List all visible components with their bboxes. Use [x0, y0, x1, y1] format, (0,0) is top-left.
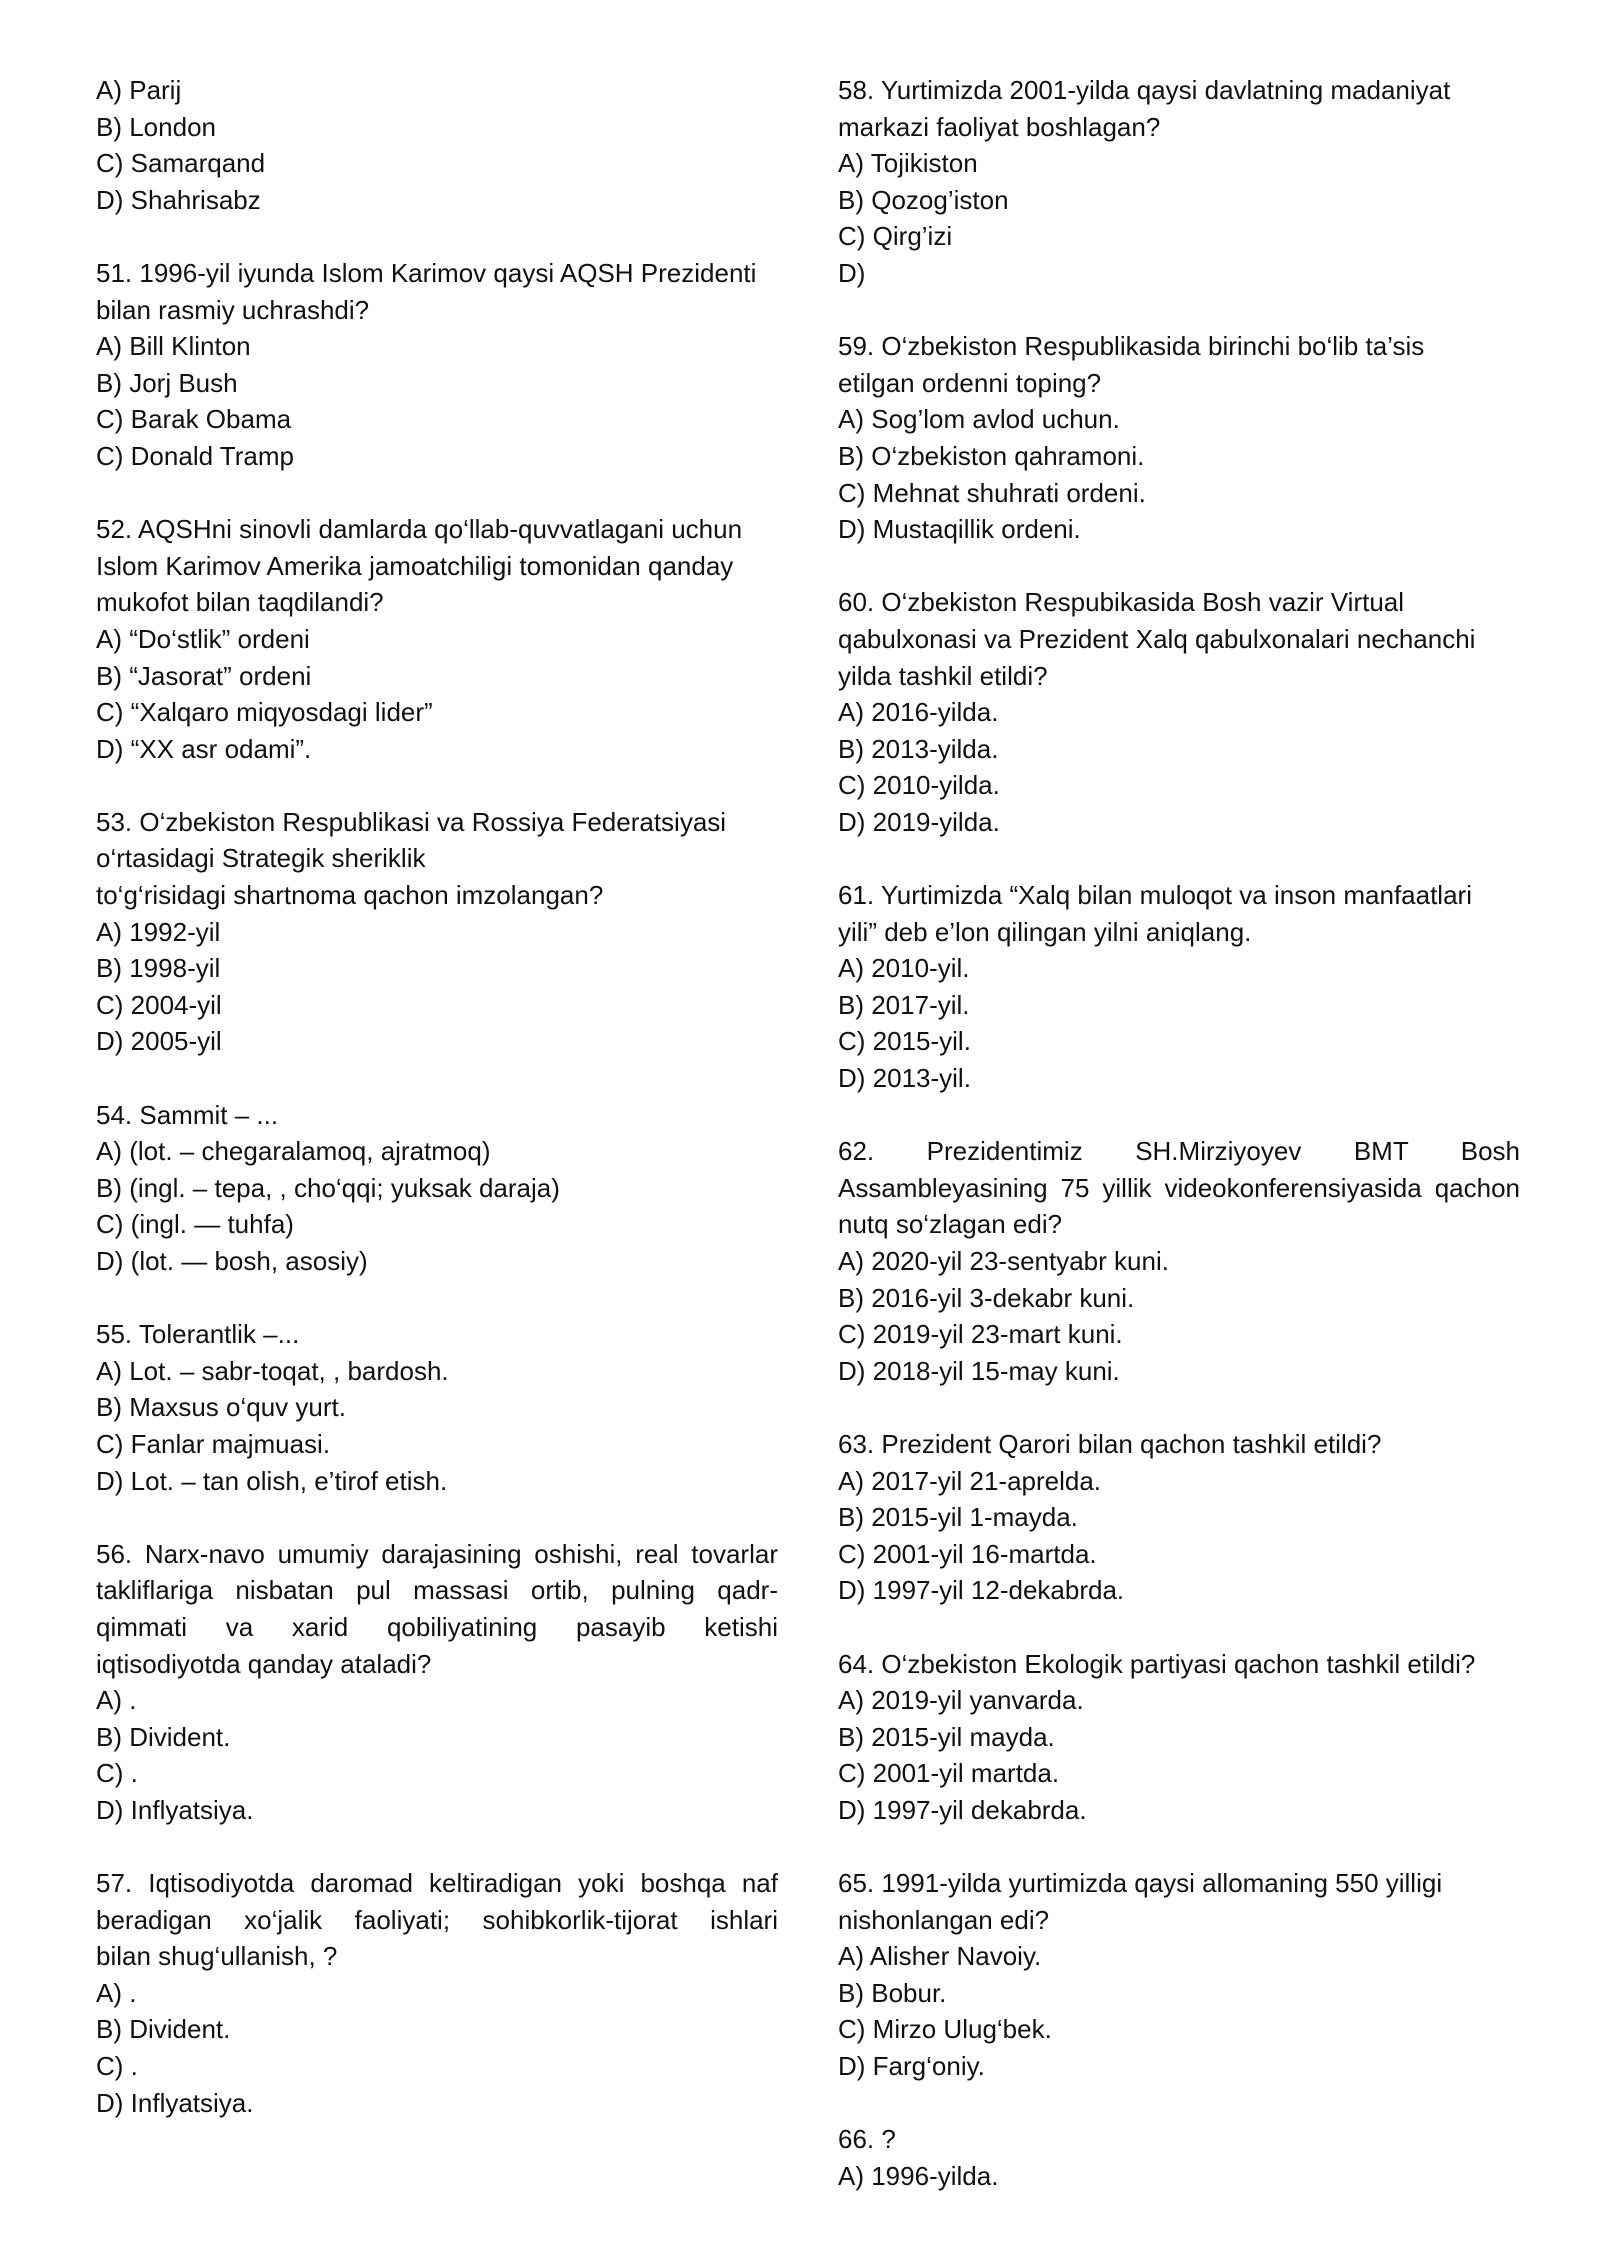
question-text: [96, 1865, 778, 1975]
answer-option: A) “Do‘stlik” ordeni: [96, 623, 310, 654]
answer-option: A) (lot. – chegaralamoq, ajratmoq): [96, 1136, 491, 1167]
question-text-line: 64. O‘zbekiston Ekologik partiyasi qachon tashkil etildi?: [838, 1648, 1476, 1679]
question-text: [96, 1316, 778, 1353]
answer-option: D) Inflyatsiya.: [96, 1794, 254, 1825]
answer-option: D) 2005-yil: [96, 1026, 222, 1057]
question-text-line: 53. O‘zbekiston Respublikasi va Rossiya Federatsiyasi: [96, 806, 727, 837]
answer-option: B) London: [96, 111, 216, 142]
question-text-line: iqtisodiyotda qanday ataladi?: [96, 1648, 432, 1679]
answer-option: B) 2016-yil 3-dekabr kuni.: [838, 1282, 1135, 1313]
answer-option: D) 2013-yil.: [838, 1063, 971, 1094]
answer-option: C) 2010-yilda.: [838, 770, 1000, 801]
answer-option: B) 2017-yil.: [838, 989, 970, 1020]
answer-option: A) 1992-yil: [96, 916, 221, 947]
answer-option: C) Samarqand: [96, 148, 266, 179]
question-60: [838, 584, 1520, 840]
answer-option: C) Donald Tramp: [96, 440, 294, 471]
answer-option: C) 2004-yil: [96, 989, 222, 1020]
question-text-line: yilda tashkil etildi?: [838, 660, 1048, 691]
question-text-line: bilan shug‘ullanish, ?: [96, 1941, 338, 1972]
answer-option: C) 2019-yil 23-mart kuni.: [838, 1319, 1123, 1350]
question-text: [838, 72, 1520, 145]
question-58: [838, 72, 1520, 292]
question-text-line: Assambleyasining 75 yillik videokonferensiyasida qachon: [838, 1172, 1520, 1203]
question-text-line: Islom Karimov Amerika jamoatchiligi tomonidan qanday: [96, 550, 734, 581]
question-text-line: 60. O‘zbekiston Respubikasida Bosh vazir Virtual: [838, 587, 1405, 618]
answer-option: D) Inflyatsiya.: [96, 2087, 254, 2118]
answer-option: B) Bobur.: [838, 1977, 947, 2008]
question-57: [96, 1865, 778, 2121]
right-column: [838, 72, 1520, 2262]
question-text-line: o‘rtasidagi Strategik sheriklik: [96, 843, 426, 874]
question-text: [838, 1646, 1520, 1683]
question-text: [96, 255, 778, 328]
question-text-line: to‘g‘risidagi shartnoma qachon imzolangan?: [96, 880, 604, 911]
question-text-line: mukofot bilan taqdilandi?: [96, 587, 384, 618]
question-text: [838, 1426, 1520, 1463]
question-text-line: 65. 1991-yilda yurtimizda qaysi allomaning 550 yilligi: [838, 1868, 1443, 1899]
answer-option: B) O‘zbekiston qahramoni.: [838, 440, 1145, 471]
question-text-line: markazi faoliyat boshlagan?: [838, 111, 1161, 142]
question-text-line: 66. ?: [838, 2124, 896, 2155]
question-text-line: 52. AQSHni sinovli damlarda qo‘llab-quvvatlagani uchun: [96, 514, 743, 545]
question-text-line: bilan rasmiy uchrashdi?: [96, 294, 370, 325]
question-text-line: 61. Yurtimizda “Xalq bilan muloqot va inson manfaatlari: [838, 880, 1472, 911]
question-51: [96, 255, 778, 475]
answer-option: A) 2017-yil 21-aprelda.: [838, 1465, 1102, 1496]
answer-option: D) 2019-yilda.: [838, 806, 1000, 837]
answer-option: A) Lot. – sabr-toqat, , bardosh.: [96, 1355, 449, 1386]
answer-option: C) 2015-yil.: [838, 1026, 971, 1057]
answer-option: C) “Xalqaro miqyosdagi lider”: [96, 697, 433, 728]
question-63: [838, 1426, 1520, 1609]
question-text-line: etilgan ordenni toping?: [838, 367, 1102, 398]
answer-option: A) Parij: [96, 75, 182, 105]
answer-option: C) Mehnat shuhrati ordeni.: [838, 477, 1146, 508]
answer-option: B) (ingl. – tepa, , cho‘qqi; yuksak daraja): [96, 1172, 560, 1203]
question-text: [96, 804, 778, 914]
question-text: [96, 511, 778, 621]
answer-option: A) Sog’lom avlod uchun.: [838, 404, 1120, 435]
question-text-line: qabulxonasi va Prezident Xalq qabulxonalari nechanchi: [838, 623, 1476, 654]
question-text-line: 58. Yurtimizda 2001-yilda qaysi davlatning madaniyat: [838, 75, 1451, 105]
question-text: [838, 877, 1520, 950]
answer-option: B) 1998-yil: [96, 953, 221, 984]
question-text-line: 62. Prezidentimiz SH.Mirziyoyev BMT Bosh: [838, 1136, 1520, 1167]
question-text-line: 59. O‘zbekiston Respublikasida birinchi bo‘lib ta’sis: [838, 331, 1425, 362]
answer-option: A) Alisher Navoiy.: [838, 1941, 1042, 1972]
answer-option: B) Maxsus o‘quv yurt.: [96, 1392, 346, 1423]
answer-option: D) Mustaqillik ordeni.: [838, 514, 1081, 545]
question-59: [838, 328, 1520, 548]
answer-option: A) 2019-yil yanvarda.: [838, 1685, 1084, 1716]
question-52: [96, 511, 778, 767]
answer-option: C) Fanlar majmuasi.: [96, 1428, 331, 1459]
answer-option: C) Mirzo Ulug‘bek.: [838, 2014, 1052, 2045]
question-text-line: nutq so‘zlagan edi?: [838, 1209, 1063, 1240]
answer-option: D) 1997-yil dekabrda.: [838, 1794, 1087, 1825]
question-continuation: [96, 72, 778, 218]
answer-option: C) Barak Obama: [96, 404, 292, 435]
answer-option: D) Lot. – tan olish, e’tirof etish.: [96, 1465, 448, 1496]
question-text: [838, 328, 1520, 401]
answer-option: D) “XX asr odami”.: [96, 733, 312, 764]
answer-option: C) 2001-yil martda.: [838, 1758, 1060, 1789]
answer-option: B) Divident.: [96, 2014, 231, 2045]
answer-option: D) 2018-yil 15-may kuni.: [838, 1355, 1120, 1386]
answer-option: B) “Jasorat” ordeni: [96, 660, 312, 691]
answer-option: B) 2015-yil mayda.: [838, 1721, 1055, 1752]
answer-option: C) .: [96, 2051, 138, 2082]
question-65: [838, 1865, 1520, 2085]
question-text-line: 55. Tolerantlik –...: [96, 1319, 300, 1350]
question-53: [96, 804, 778, 1060]
question-64: [838, 1646, 1520, 1829]
question-61: [838, 877, 1520, 1097]
question-text: [838, 1865, 1520, 1938]
question-text-line: beradigan xo‘jalik faoliyati; sohibkorlik-tijorat ishlari: [96, 1904, 778, 1935]
answer-option: C) .: [96, 1758, 138, 1789]
answer-option: A) 1996-yilda.: [838, 2160, 999, 2191]
answer-option: C) Qirg’izi: [838, 221, 953, 252]
answer-option: A) 2010-yil.: [838, 953, 970, 984]
question-text: [96, 1097, 778, 1134]
question-text-line: 56. Narx-navo umumiy darajasining oshishi, real tovarlar: [96, 1538, 778, 1569]
question-text-line: yili” deb e’lon qilingan yilni aniqlang.: [838, 916, 1252, 947]
question-text-line: 57. Iqtisodiyotda daromad keltiradigan yoki boshqa naf: [96, 1868, 778, 1899]
answer-option: D) 1997-yil 12-dekabrda.: [838, 1575, 1125, 1606]
left-column: [96, 72, 778, 2262]
question-text-line: nishonlangan edi?: [838, 1904, 1050, 1935]
answer-option: A) Bill Klinton: [96, 331, 251, 362]
answer-option: B) 2015-yil 1-mayda.: [838, 1502, 1078, 1533]
question-text: [96, 1536, 778, 1682]
answer-option: D): [838, 257, 866, 288]
answer-option: B) Qozog’iston: [838, 184, 1009, 215]
question-62: [838, 1133, 1520, 1389]
question-text-line: 63. Prezident Qarori bilan qachon tashkil etildi?: [838, 1428, 1382, 1459]
question-66: [838, 2121, 1520, 2194]
answer-option: A) 2020-yil 23-sentyabr kuni.: [838, 1246, 1169, 1276]
answer-option: D) Farg‘oniy.: [838, 2051, 985, 2082]
question-text-line: 51. 1996-yil iyunda Islom Karimov qaysi AQSH Prezidenti: [96, 257, 757, 288]
question-55: [96, 1316, 778, 1499]
answer-option: B) 2013-yilda.: [838, 733, 999, 764]
question-54: [96, 1097, 778, 1280]
question-text-line: qimmati va xarid qobiliyatining pasayib ketishi: [96, 1611, 778, 1642]
answer-option: C) (ingl. — tuhfa): [96, 1209, 294, 1240]
answer-option: B) Jorj Bush: [96, 367, 238, 398]
question-56: [96, 1536, 778, 1829]
question-text: [838, 2121, 1520, 2158]
question-text: [838, 584, 1520, 694]
question-text-line: takliflariga nisbatan pul massasi ortib, pulning qadr-: [96, 1575, 778, 1606]
answer-option: D) Shahrisabz: [96, 184, 261, 215]
answer-option: A) .: [96, 1685, 137, 1716]
answer-option: A) 2016-yilda.: [838, 697, 999, 728]
answer-option: A) Tojikiston: [838, 148, 978, 179]
question-text: [838, 1133, 1520, 1243]
answer-option: C) 2001-yil 16-martda.: [838, 1538, 1097, 1569]
answer-option: A) .: [96, 1977, 137, 2008]
answer-option: B) Divident.: [96, 1721, 231, 1752]
question-text-line: 54. Sammit – ...: [96, 1099, 279, 1130]
answer-option: D) (lot. — bosh, asosiy): [96, 1246, 368, 1276]
